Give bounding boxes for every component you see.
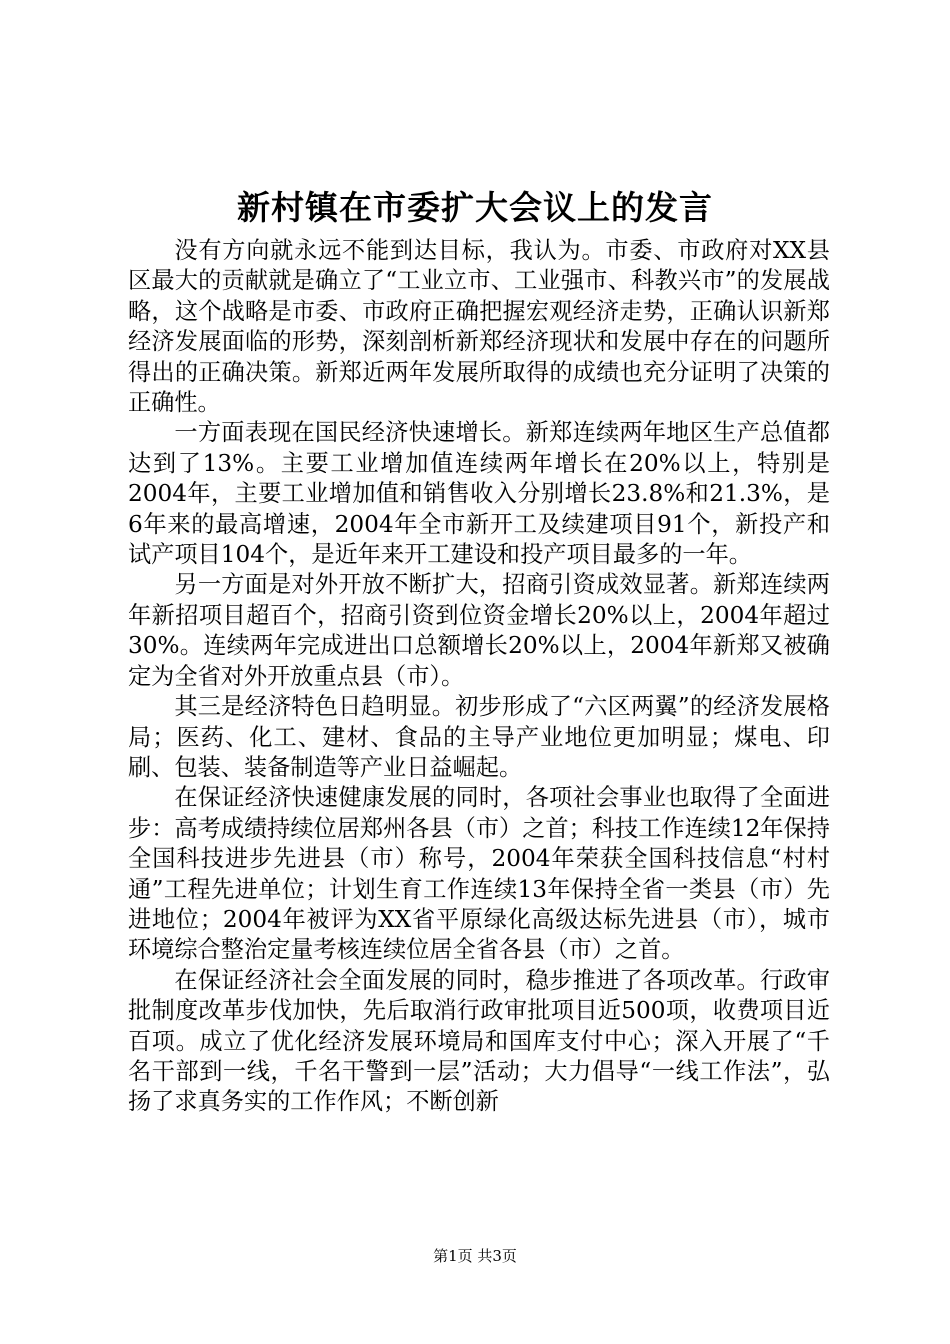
- paragraph: 另一方面是对外开放不断扩大，招商引资成效显著。新郑连续两年新招项目超百个，招商引资到位资金增长20%以上，2004年超过30%。连续两年完成进出口总额增长20%以上，2004年新郑又被确定为全省对外开放重点县（市）。: [128, 571, 830, 690]
- document-title: 新村镇在市委扩大会议上的发言: [237, 188, 713, 227]
- document-body: [128, 236, 830, 1118]
- paragraph: 在保证经济社会全面发展的同时，稳步推进了各项改革。行政审批制度改革步伐加快，先后取消行政审批项目近500项，收费项目近百项。成立了优化经济发展环境局和国库支付中心；深入开展了“千名干部到一线，千名干警到一层”活动；大力倡导“一线工作法”，弘扬了求真务实的工作作风；不断创新: [128, 966, 830, 1116]
- paragraph: 没有方向就永远不能到达目标，我认为。市委、市政府对XX县区最大的贡献就是确立了“工业立市、工业强市、科教兴市”的发展战略，这个战略是市委、市政府正确把握宏观经济走势，正确认识新郑经济发展面临的形势，深刻剖析新郑经济现状和发展中存在的问题所得出的正确决策。新郑近两年发展所取得的成绩也充分证明了决策的正确性。: [128, 237, 830, 417]
- paragraph: 在保证经济快速健康发展的同时，各项社会事业也取得了全面进步：高考成绩持续位居郑州各县（市）之首；科技工作连续12年保持全国科技进步先进县（市）称号，2004年荣获全国科技信息“村村通”工程先进单位；计划生育工作连续13年保持全省一类县（市）先进地位；2004年被评为XX省平原绿化高级达标先进县（市），城市环境综合整治定量考核连续位居全省各县（市）之首。: [128, 784, 830, 964]
- page-number-footer: 第1页 共3页: [433, 1247, 517, 1265]
- paragraph: 其三是经济特色日趋明显。初步形成了“六区两翼”的经济发展格局；医药、化工、建材、食品的主导产业地位更加明显；煤电、印刷、包装、装备制造等产业日益崛起。: [128, 693, 830, 781]
- paragraph: 一方面表现在国民经济快速增长。新郑连续两年地区生产总值都达到了13%。主要工业增加值连续两年增长在20%以上，特别是2004年，主要工业增加值和销售收入分别增长23.8%和21.3%，是6年来的最高增速，2004年全市新开工及续建项目91个，新投产和试产项目104个，是近年来开工建设和投产项目最多的一年。: [128, 419, 830, 569]
